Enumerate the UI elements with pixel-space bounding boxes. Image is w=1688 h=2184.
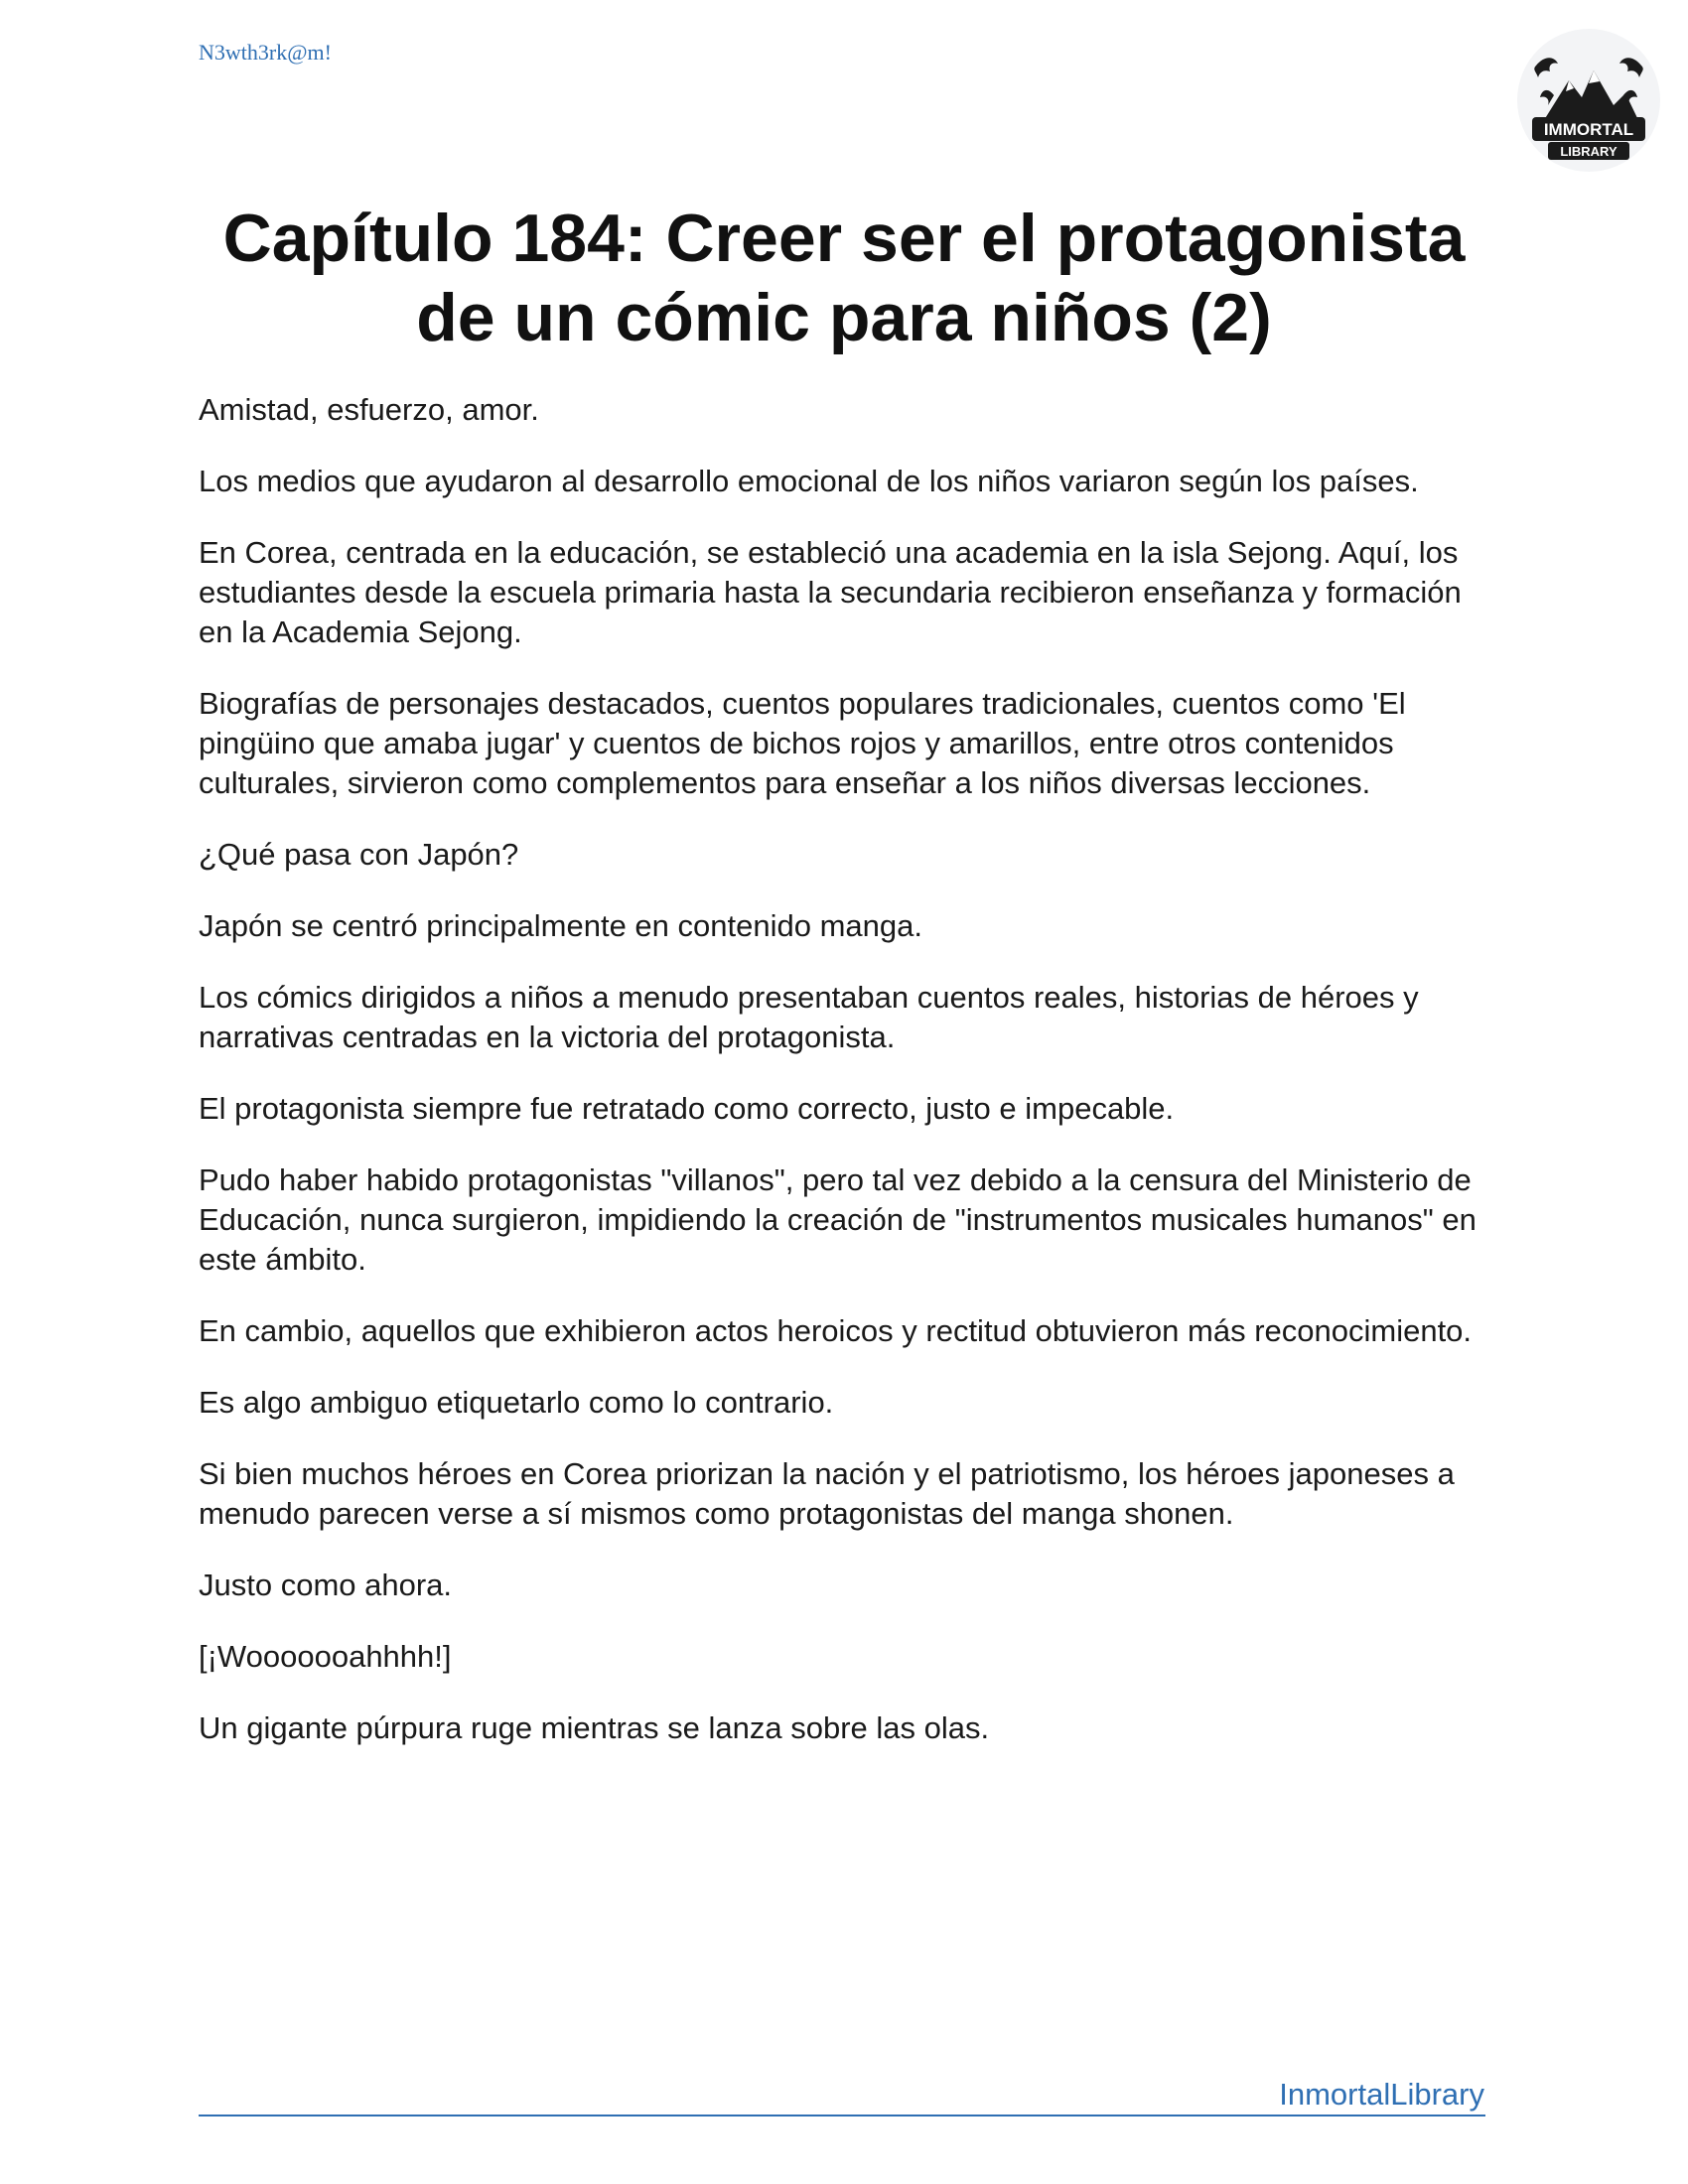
footer-source-link[interactable]: InmortalLibrary bbox=[1279, 2077, 1484, 2112]
immortal-library-logo-icon bbox=[1514, 26, 1663, 175]
paragraph: Los cómics dirigidos a niños a menudo presentaban cuentos reales, historias de héroes y narrativas centradas en la victoria del protagonista. bbox=[199, 980, 1419, 1054]
paragraph: [¡Wooooooahhhh!] bbox=[199, 1639, 452, 1674]
chapter-body bbox=[199, 390, 1499, 1780]
paragraph: ¿Qué pasa con Japón? bbox=[199, 837, 519, 872]
logo-text-immortal: IMMORTAL bbox=[1543, 120, 1634, 139]
paragraph: El protagonista siempre fue retratado como correcto, justo e impecable. bbox=[199, 1091, 1175, 1126]
logo-text-library: LIBRARY bbox=[1560, 144, 1618, 159]
paragraph: En cambio, aquellos que exhibieron actos heroicos y rectitud obtuvieron más reconocimiento. bbox=[199, 1313, 1473, 1348]
paragraph: Biografías de personajes destacados, cuentos populares tradicionales, cuentos como 'El pingüino que amaba jugar' y cuentos de bichos rojos y amarillos, entre otros contenidos culturales, sirvieron como complementos para enseñar a los niños diversas lecciones. bbox=[199, 686, 1406, 800]
paragraph: Justo como ahora. bbox=[199, 1568, 453, 1602]
paragraph: Un gigante púrpura ruge mientras se lanza sobre las olas. bbox=[199, 1710, 990, 1745]
paragraph: Pudo haber habido protagonistas "villanos", pero tal vez debido a la censura del Ministerio de Educación, nunca surgieron, impidiendo la creación de "instrumentos musicales humanos" en este ámbito. bbox=[199, 1162, 1477, 1277]
chapter-title bbox=[149, 199, 1539, 357]
chapter-title-line-2: de un cómic para niños (2) bbox=[416, 280, 1272, 355]
paragraph: Japón se centró principalmente en contenido manga. bbox=[199, 908, 922, 943]
paragraph: Amistad, esfuerzo, amor. bbox=[199, 392, 539, 427]
paragraph: Los medios que ayudaron al desarrollo emocional de los niños variaron según los países. bbox=[199, 464, 1419, 498]
paragraph: Si bien muchos héroes en Corea priorizan la nación y el patriotismo, los héroes japoneses a menudo parecen verse a sí mismos como protagonistas del manga shonen. bbox=[199, 1456, 1455, 1531]
chapter-title-line-1: Capítulo 184: Creer ser el protagonista bbox=[222, 201, 1466, 276]
paragraph: Es algo ambiguo etiquetarlo como lo contrario. bbox=[199, 1385, 834, 1420]
header-watermark-code: N3wth3rk@m! bbox=[199, 40, 332, 65]
paragraph: En Corea, centrada en la educación, se estableció una academia en la isla Sejong. Aquí, los estudiantes desde la escuela primaria hasta la secundaria recibieron enseñanza y formación en la Academia Sejong. bbox=[199, 535, 1462, 649]
footer-divider bbox=[199, 2115, 1485, 2116]
